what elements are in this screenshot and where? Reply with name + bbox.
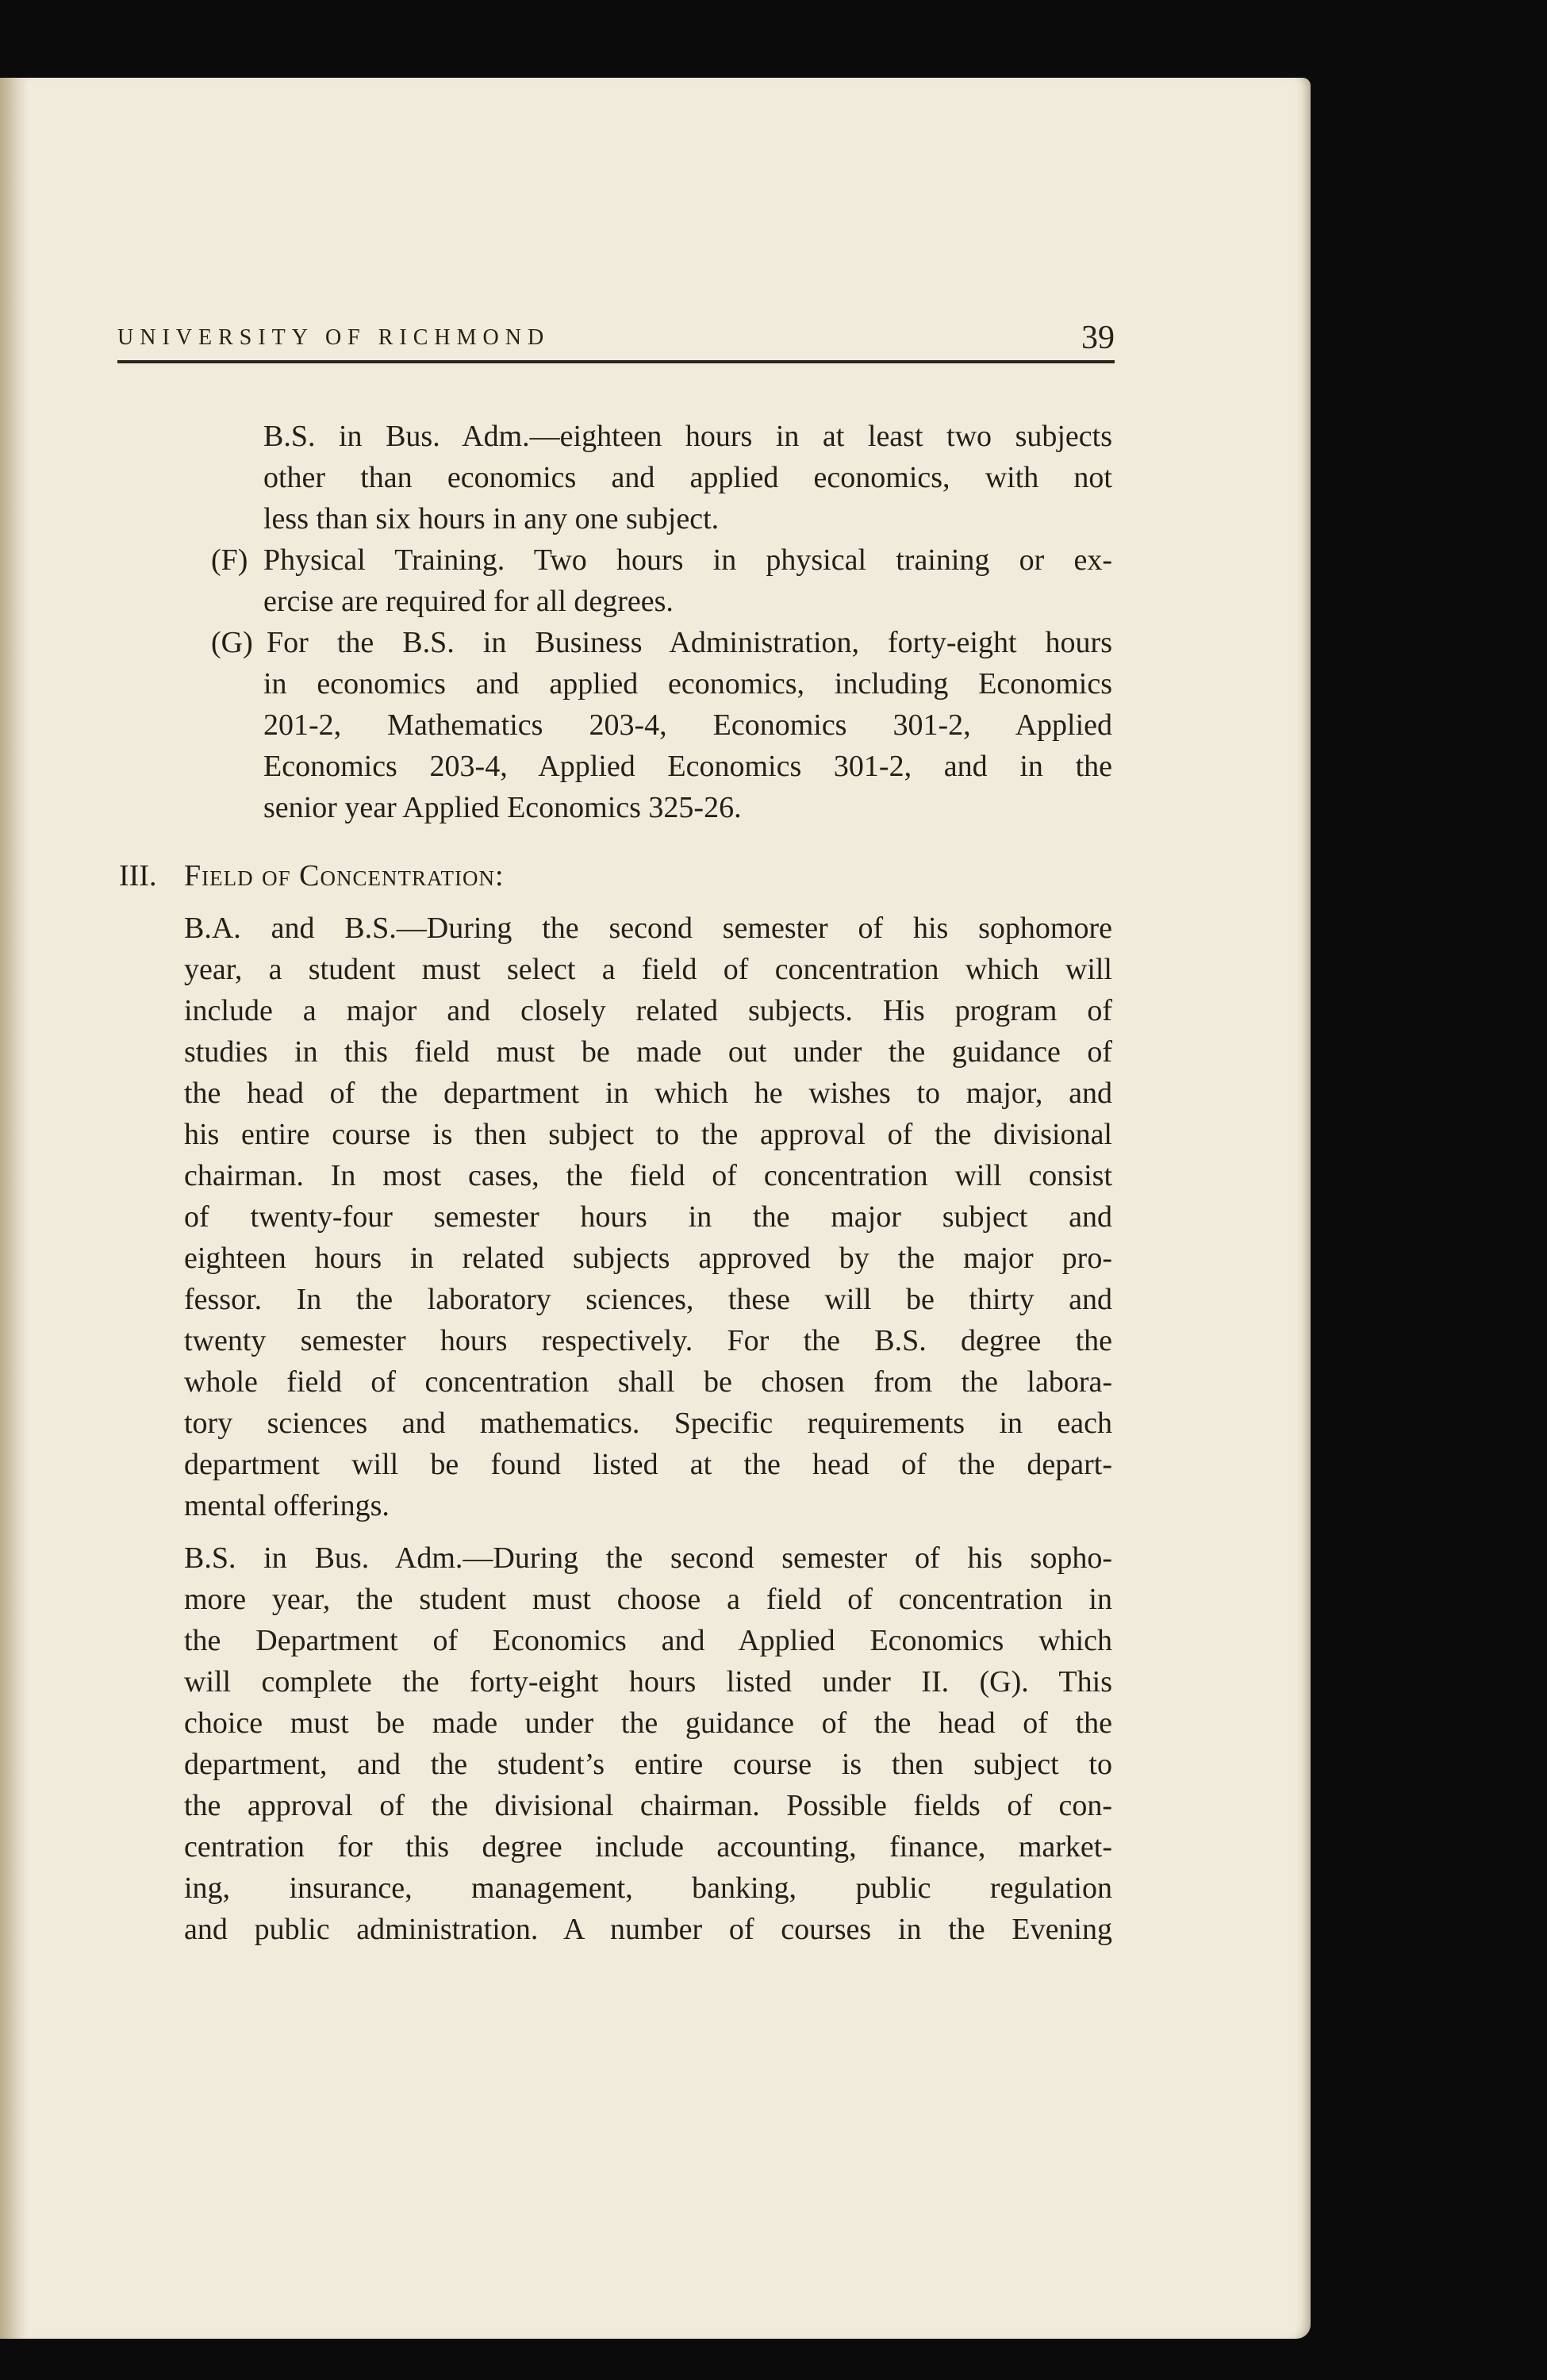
paragraph-line: department will be found listed at the head of the depart- — [184, 1448, 1112, 1481]
list-item-line: Physical Training. Two hours in physical training or ex- — [263, 543, 1112, 577]
paragraph-line: year, a student must select a field of concentration which will — [184, 953, 1112, 986]
paragraph-line: B.S. in Bus. Adm.—During the second semester of his sopho- — [184, 1541, 1112, 1575]
paragraph-line: more year, the student must choose a field of concentration in — [184, 1583, 1112, 1616]
paragraph-line: tory sciences and mathematics. Specific requirements in each — [184, 1407, 1112, 1440]
section-numeral: III. — [119, 859, 157, 892]
paragraph-line: B.A. and B.S.—During the second semester of his sophomore — [184, 912, 1112, 945]
paragraph-line: fessor. In the laboratory sciences, these will be thirty and — [184, 1283, 1112, 1316]
paragraph-line: studies in this field must be made out under the guidance of — [184, 1035, 1112, 1069]
paragraph-line: whole field of concentration shall be chosen from the labora- — [184, 1365, 1112, 1399]
page-number: 39 — [1081, 320, 1115, 356]
paragraph-line: the head of the department in which he wishes to major, and — [184, 1077, 1112, 1110]
paragraph-line: mental offerings. — [184, 1489, 390, 1522]
list-item-line: Economics 203-4, Applied Economics 301-2, and in the — [263, 750, 1112, 783]
paragraph-line: less than six hours in any one subject. — [263, 502, 720, 536]
list-marker-g: (G) — [211, 626, 253, 659]
paragraph-line: the Department of Economics and Applied Economics which — [184, 1624, 1112, 1657]
paragraph-line: other than economics and applied economics, with not — [263, 461, 1112, 494]
list-item-line: ercise are required for all degrees. — [263, 585, 674, 618]
paragraph-line: B.S. in Bus. Adm.—eighteen hours in at least two subjects — [263, 420, 1112, 453]
paragraph-line: centration for this degree include accounting, finance, market- — [184, 1830, 1112, 1864]
page-gutter-shadow — [0, 78, 29, 2339]
paragraph-line: the approval of the divisional chairman. Possible fields of con- — [184, 1789, 1112, 1822]
section-heading: Field of Concentration: — [184, 859, 505, 892]
list-item-line: in economics and applied economics, including Economics — [263, 667, 1112, 701]
page-header — [117, 316, 1115, 363]
list-item-line: For the B.S. in Business Administration, forty-eight hours — [267, 626, 1112, 659]
paragraph-line: chairman. In most cases, the field of concentration will consist — [184, 1159, 1112, 1192]
paragraph-line: his entire course is then subject to the approval of the divisional — [184, 1118, 1112, 1151]
paragraph-line: of twenty-four semester hours in the major subject and — [184, 1200, 1112, 1234]
list-item-line: senior year Applied Economics 325-26. — [263, 791, 742, 824]
book-page — [0, 78, 1311, 2339]
paragraph-line: include a major and closely related subjects. His program of — [184, 994, 1112, 1027]
paragraph-line: twenty semester hours respectively. For the B.S. degree the — [184, 1324, 1112, 1357]
paragraph-line: and public administration. A number of courses in the Evening — [184, 1913, 1112, 1946]
paragraph-line: department, and the student’s entire course is then subject to — [184, 1748, 1112, 1781]
paragraph-line: will complete the forty-eight hours listed under II. (G). This — [184, 1665, 1112, 1699]
running-title: UNIVERSITY OF RICHMOND — [117, 325, 551, 350]
list-marker-f: (F) — [211, 543, 248, 577]
paragraph-line: eighteen hours in related subjects approved by the major pro- — [184, 1242, 1112, 1275]
paragraph-line: choice must be made under the guidance of the head of the — [184, 1706, 1112, 1740]
list-item-line: 201-2, Mathematics 203-4, Economics 301-2, Applied — [263, 708, 1112, 742]
paragraph-line: ing, insurance, management, banking, public regulation — [184, 1871, 1112, 1905]
